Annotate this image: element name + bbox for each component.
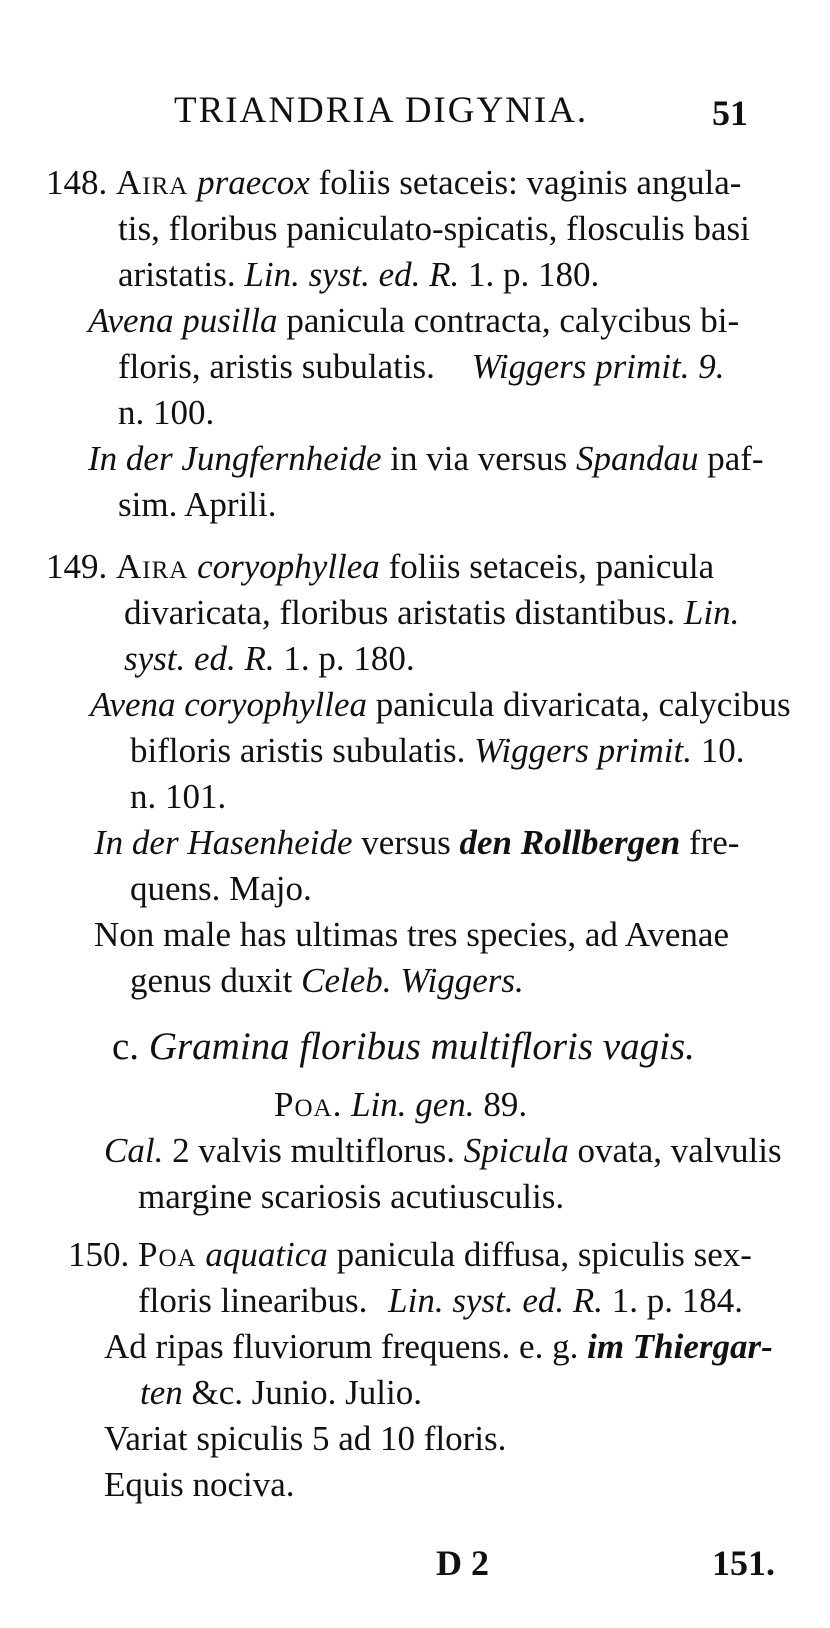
genus-header [274,1082,527,1128]
entry-148-synonym-2 [118,344,724,390]
entry-149-synonym-2 [130,728,744,774]
calyx-label: Cal. [104,1131,164,1170]
description: divaricata, floribus aristatis distantibus. [124,593,676,632]
entry-150-habitat-1 [104,1324,773,1370]
entry-148-line-1 [46,160,741,206]
entry-number: 150. [68,1235,130,1274]
reference-page: 1. p. 180. [467,255,600,294]
calyx-text: 2 valvis multiflorus. [172,1131,455,1170]
spicula-label: Spicula [463,1131,569,1170]
catchword: 151. [712,1543,775,1583]
locality-text: versus [361,823,451,862]
signature-mark: D 2 [436,1543,489,1583]
entry-149-line-2 [124,590,739,636]
entry-149-note-1: Non male has ultimas tres species, ad Avenae [94,915,729,954]
entry-149-note-2 [130,958,524,1004]
note-author: Celeb. Wiggers. [301,961,524,1000]
habitat-text: Ad ripas fluviorum frequens. e. g. [104,1327,579,1366]
entry-148-locality-2: sim. Aprili. [118,485,277,524]
genus-name: Poa [138,1235,197,1274]
genus-character-2: margine scariosis acutiusculis. [138,1177,565,1216]
entry-number: 148. [46,163,108,202]
entry-148-synonym-1 [88,298,739,344]
synonym-description: bifloris aristis subulatis. [130,731,466,770]
entry-150-line-1 [68,1232,752,1278]
synonym-reference: Wiggers primit. [474,731,692,770]
entry-148-synonym-3: n. 100. [118,393,215,432]
section-prefix: c. [112,1025,140,1068]
locality-text: fre- [688,823,740,862]
genus-character-1 [104,1128,782,1174]
synonym-description: floris, aristis subulatis. [118,347,435,386]
entry-149-line-3 [124,636,415,682]
entry-148-line-2: tis, floribus paniculato-spicatis, flosculis basi [118,209,750,248]
spicula-text: ovata, valvulis [577,1131,782,1170]
description: floris linearibus. [138,1281,368,1320]
genus-name: Aira [116,163,189,202]
reference: syst. ed. R. [124,639,275,678]
entry-150-habitat-2 [140,1370,422,1416]
entry-149-line-1 [46,544,714,590]
synonym-description: panicula contracta, calycibus bi- [286,301,740,340]
reference: Lin. [683,593,740,632]
habitat-place: ten [140,1373,183,1412]
entry-150-line-2 [138,1278,743,1324]
locality-town: den Rollbergen [459,823,681,862]
entry-150-note: Equis nociva. [104,1465,295,1504]
synonym-description: panicula divaricata, calycibus [375,685,791,724]
entry-149-synonym-1 [90,682,791,728]
synonym-reference: Wiggers primit. [471,347,690,386]
species-name: coryophyllea [197,547,380,586]
entry-148-line-3 [118,252,599,298]
locality-text: in via versus [390,439,568,478]
genus-reference: Lin. gen. [351,1085,475,1124]
habitat-place: im Thiergar- [587,1327,773,1366]
genus-name: Aira [116,547,189,586]
page-number: 51 [712,93,748,133]
locality-place: Jungfernheide [181,439,382,478]
synonym-name: Avena coryophyllea [90,685,367,724]
section-title: Gramina floribus multifloris vagis. [148,1025,695,1068]
locality-prefix: In der [94,823,179,862]
genus-name: Poa. [274,1085,343,1124]
locality-town: Spandau [575,439,699,478]
description: foliis setaceis: vaginis angula- [318,163,742,202]
entry-149-synonym-3: n. 101. [130,777,227,816]
entry-149-locality-2: quens. Majo. [130,869,312,908]
reference: Lin. syst. ed. R. [244,255,460,294]
section-heading [112,1024,695,1070]
description: foliis setaceis, panicula [388,547,715,586]
note-text: genus duxit [130,961,293,1000]
synonym-name: Avena pusilla [88,301,278,340]
habitat-text: &c. Junio. Julio. [191,1373,422,1412]
description: panicula diffusa, spiculis sex- [336,1235,752,1274]
reference: Lin. syst. ed. R. [388,1281,604,1320]
species-name: praecox [197,163,310,202]
running-head: TRIANDRIA DIGYNIA. [174,90,589,131]
locality-prefix: In der [88,439,173,478]
description: aristatis. [118,255,236,294]
entry-150-variation: Variat spiculis 5 ad 10 floris. [104,1419,507,1458]
locality-place: Hasenheide [187,823,353,862]
reference-page: 1. p. 184. [611,1281,744,1320]
synonym-reference-number: 10. [700,731,745,770]
entry-149-locality-1 [94,820,739,866]
synonym-reference-number: 9. [698,347,725,386]
species-name: aquatica [205,1235,328,1274]
reference-page: 1. p. 180. [283,639,415,678]
genus-reference-number: 89. [483,1085,528,1124]
entry-148-locality-1 [88,436,764,482]
entry-number: 149. [46,547,108,586]
locality-text: paf- [707,439,764,478]
